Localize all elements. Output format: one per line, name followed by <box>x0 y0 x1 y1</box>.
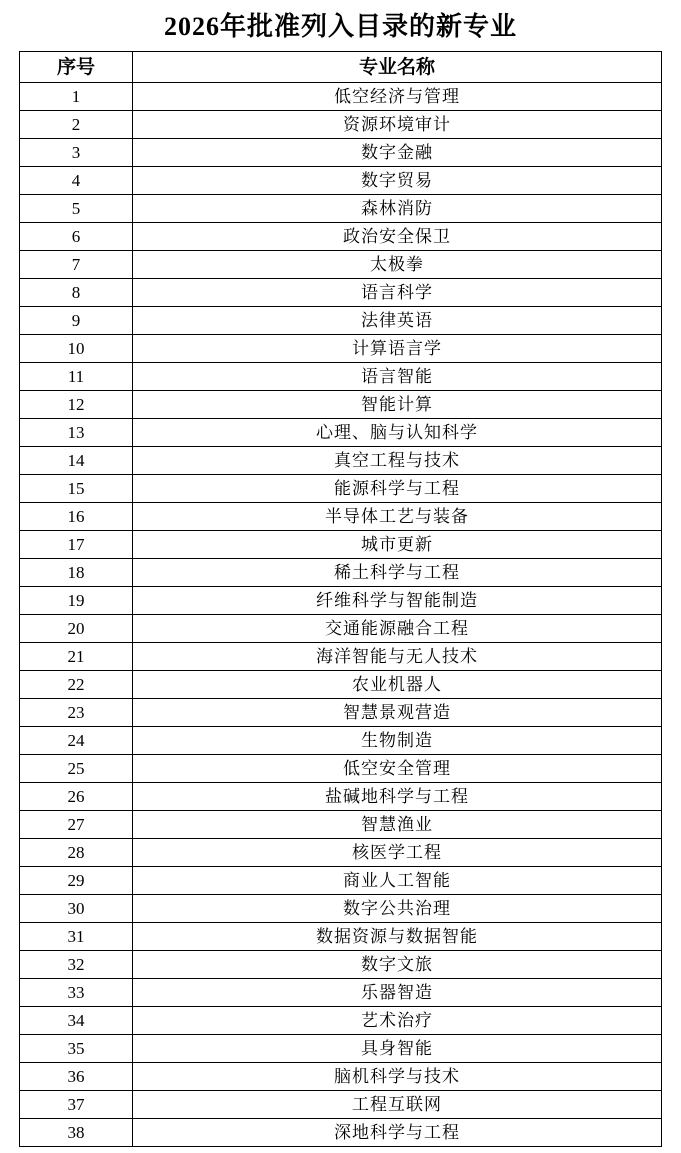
cell-major-name: 艺术治疗 <box>133 1007 662 1035</box>
cell-index: 12 <box>20 391 133 419</box>
cell-index: 22 <box>20 671 133 699</box>
cell-index: 30 <box>20 895 133 923</box>
table-row <box>20 1091 662 1119</box>
cell-major-name: 稀土科学与工程 <box>133 559 662 587</box>
table-row <box>20 419 662 447</box>
cell-index: 33 <box>20 979 133 1007</box>
cell-major-name: 盐碱地科学与工程 <box>133 783 662 811</box>
table-row <box>20 727 662 755</box>
table-row <box>20 391 662 419</box>
table-row <box>20 279 662 307</box>
table-row <box>20 699 662 727</box>
cell-major-name: 森林消防 <box>133 195 662 223</box>
cell-major-name: 智能计算 <box>133 391 662 419</box>
table-row <box>20 559 662 587</box>
cell-index: 32 <box>20 951 133 979</box>
cell-index: 24 <box>20 727 133 755</box>
cell-major-name: 数字贸易 <box>133 167 662 195</box>
cell-major-name: 太极拳 <box>133 251 662 279</box>
cell-major-name: 政治安全保卫 <box>133 223 662 251</box>
cell-index: 17 <box>20 531 133 559</box>
cell-index: 7 <box>20 251 133 279</box>
table-row <box>20 251 662 279</box>
cell-major-name: 海洋智能与无人技术 <box>133 643 662 671</box>
cell-major-name: 计算语言学 <box>133 335 662 363</box>
cell-index: 34 <box>20 1007 133 1035</box>
cell-major-name: 商业人工智能 <box>133 867 662 895</box>
cell-index: 13 <box>20 419 133 447</box>
cell-major-name: 纤维科学与智能制造 <box>133 587 662 615</box>
cell-major-name: 工程互联网 <box>133 1091 662 1119</box>
cell-index: 20 <box>20 615 133 643</box>
table-row <box>20 83 662 111</box>
cell-major-name: 语言智能 <box>133 363 662 391</box>
table-row <box>20 167 662 195</box>
table-row <box>20 587 662 615</box>
table-row <box>20 671 662 699</box>
table-row <box>20 307 662 335</box>
column-header-major-name: 专业名称 <box>133 52 662 83</box>
cell-major-name: 低空安全管理 <box>133 755 662 783</box>
table-header-row <box>20 52 662 83</box>
table-row <box>20 895 662 923</box>
cell-major-name: 智慧景观营造 <box>133 699 662 727</box>
cell-major-name: 资源环境审计 <box>133 111 662 139</box>
table-row <box>20 195 662 223</box>
cell-major-name: 深地科学与工程 <box>133 1119 662 1147</box>
cell-index: 23 <box>20 699 133 727</box>
table-row <box>20 951 662 979</box>
table-row <box>20 335 662 363</box>
cell-major-name: 数字文旅 <box>133 951 662 979</box>
column-header-index: 序号 <box>20 52 133 83</box>
cell-major-name: 法律英语 <box>133 307 662 335</box>
table-row <box>20 223 662 251</box>
cell-index: 14 <box>20 447 133 475</box>
cell-index: 36 <box>20 1063 133 1091</box>
cell-major-name: 智慧渔业 <box>133 811 662 839</box>
cell-index: 37 <box>20 1091 133 1119</box>
cell-index: 1 <box>20 83 133 111</box>
table-row <box>20 839 662 867</box>
table-row <box>20 1063 662 1091</box>
cell-index: 19 <box>20 587 133 615</box>
cell-index: 16 <box>20 503 133 531</box>
table-row <box>20 1007 662 1035</box>
table-row <box>20 615 662 643</box>
cell-index: 6 <box>20 223 133 251</box>
cell-major-name: 生物制造 <box>133 727 662 755</box>
cell-index: 2 <box>20 111 133 139</box>
cell-major-name: 数字公共治理 <box>133 895 662 923</box>
cell-major-name: 乐器智造 <box>133 979 662 1007</box>
cell-major-name: 真空工程与技术 <box>133 447 662 475</box>
cell-major-name: 农业机器人 <box>133 671 662 699</box>
cell-index: 28 <box>20 839 133 867</box>
table-row <box>20 923 662 951</box>
cell-major-name: 心理、脑与认知科学 <box>133 419 662 447</box>
new-majors-table <box>19 51 662 1147</box>
table-body <box>20 83 662 1147</box>
table-row <box>20 363 662 391</box>
cell-index: 8 <box>20 279 133 307</box>
table-row <box>20 111 662 139</box>
cell-major-name: 交通能源融合工程 <box>133 615 662 643</box>
table-row <box>20 755 662 783</box>
cell-major-name: 数据资源与数据智能 <box>133 923 662 951</box>
cell-index: 4 <box>20 167 133 195</box>
cell-major-name: 能源科学与工程 <box>133 475 662 503</box>
table-row <box>20 783 662 811</box>
table-row <box>20 475 662 503</box>
cell-index: 35 <box>20 1035 133 1063</box>
cell-major-name: 数字金融 <box>133 139 662 167</box>
table-row <box>20 447 662 475</box>
cell-major-name: 具身智能 <box>133 1035 662 1063</box>
cell-index: 10 <box>20 335 133 363</box>
cell-major-name: 语言科学 <box>133 279 662 307</box>
table-row <box>20 811 662 839</box>
cell-index: 21 <box>20 643 133 671</box>
table-row <box>20 139 662 167</box>
cell-index: 25 <box>20 755 133 783</box>
cell-major-name: 核医学工程 <box>133 839 662 867</box>
table-row <box>20 643 662 671</box>
table-row <box>20 1035 662 1063</box>
cell-index: 27 <box>20 811 133 839</box>
table-row <box>20 867 662 895</box>
table-header <box>20 52 662 83</box>
table-row <box>20 1119 662 1147</box>
cell-index: 9 <box>20 307 133 335</box>
cell-index: 38 <box>20 1119 133 1147</box>
cell-major-name: 城市更新 <box>133 531 662 559</box>
cell-index: 18 <box>20 559 133 587</box>
page-title: 2026年批准列入目录的新专业 <box>163 12 517 41</box>
cell-index: 31 <box>20 923 133 951</box>
cell-index: 29 <box>20 867 133 895</box>
cell-index: 5 <box>20 195 133 223</box>
cell-index: 3 <box>20 139 133 167</box>
cell-index: 26 <box>20 783 133 811</box>
cell-index: 11 <box>20 363 133 391</box>
cell-major-name: 半导体工艺与装备 <box>133 503 662 531</box>
cell-major-name: 低空经济与管理 <box>133 83 662 111</box>
cell-major-name: 脑机科学与技术 <box>133 1063 662 1091</box>
table-row <box>20 503 662 531</box>
cell-index: 15 <box>20 475 133 503</box>
table-row <box>20 979 662 1007</box>
table-row <box>20 531 662 559</box>
